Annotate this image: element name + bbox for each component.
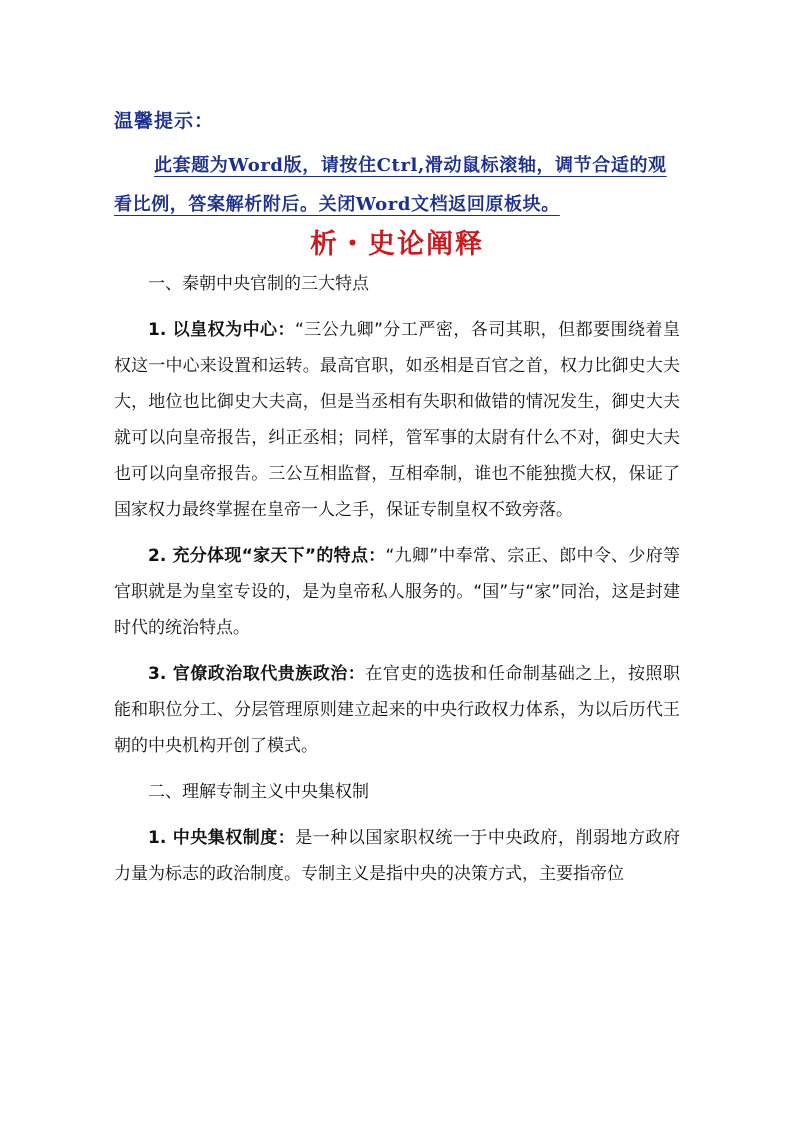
tip-title: 温馨提示： bbox=[114, 110, 215, 132]
section-2-heading: 二、理解专制主义中央集权制 bbox=[148, 782, 369, 802]
point-text: “三公九卿”分工严密，各司其职，但都要围绕着皇权这一中心来设置和运转。最高官职，如丞相是百官之首，权力比御史大夫大，地位也比御史大夫高，但是当丞相有失职和做错的情况发生，御史大夫就可以向皇帝报告，纠正丞相；同样，管军事的太尉有什么不对，御史大夫也可以向皇帝报告。三公互相监督，互相牵制，谁也不能独揽大权，保证了国家权力最终掌握在皇帝一人之手，保证专制皇权不致旁落。 bbox=[114, 320, 680, 520]
point-label: 3. 官僚政治取代贵族政治： bbox=[148, 664, 366, 684]
point-text: “九卿”中奉常、宗正、郎中令、少府等官职就是为皇室专设的，是为皇帝私人服务的。“国”与“家”同治，这是封建时代的统治特点。 bbox=[114, 546, 680, 638]
point-text: 在官吏的选拔和任命制基础之上，按照职能和职位分工、分层管理原则建立起来的中央行政权力体系，为以后历代王朝的中央机构开创了模式。 bbox=[114, 664, 680, 756]
section-heading: 析・史论阐释 bbox=[310, 229, 484, 260]
point-label: 1. 中央集权制度： bbox=[148, 828, 296, 848]
tip-body: 此套题为Word版，请按住Ctrl,滑动鼠标滚轴，调节合适的观看比例，答案解析附后。关闭Word文档返回原板块。 bbox=[114, 155, 667, 215]
section-1-heading: 一、秦朝中央官制的三大特点 bbox=[148, 274, 369, 294]
section-2-point-1 bbox=[114, 820, 680, 892]
section-1-point-3 bbox=[114, 656, 680, 764]
point-label: 2. 充分体现“家天下”的特点： bbox=[148, 546, 386, 566]
point-text: 是一种以国家职权统一于中央政府，削弱地方政府力量为标志的政治制度。专制主义是指中央的决策方式，主要指帝位 bbox=[114, 828, 680, 884]
section-1-point-1 bbox=[114, 312, 680, 528]
point-label: 1. 以皇权为中心： bbox=[148, 320, 295, 340]
document-body bbox=[114, 266, 680, 902]
section-1-point-2 bbox=[114, 538, 680, 646]
